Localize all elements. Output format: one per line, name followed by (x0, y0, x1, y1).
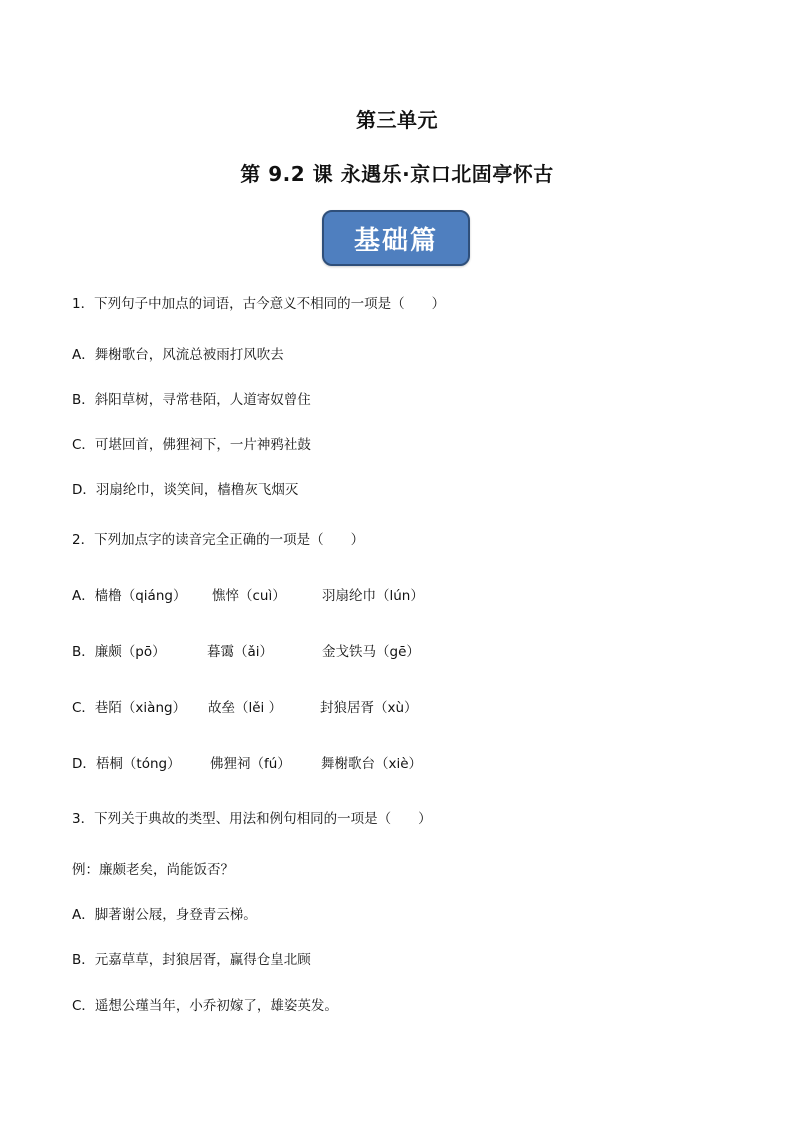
question-3-stem: 3．下列关于典故的类型、用法和例句相同的一项是（ ） (72, 811, 432, 827)
option-d-item-2: 佛狸祠（fú） (210, 756, 291, 772)
option-b-item-3: 金戈铁马（gē） (322, 644, 420, 660)
question-1-stem: 1．下列句子中加点的词语，古今意义不相同的一项是（ ） (72, 296, 446, 312)
option-a-item-3: 羽扇纶巾（lún） (322, 588, 424, 604)
question-3-example: 例：廉颇老矣，尚能饭否？ (72, 862, 234, 878)
option-a-item-2: 憔悴（cuì） (212, 588, 286, 604)
question-2-stem: 2．下列加点字的读音完全正确的一项是（ ） (72, 532, 365, 548)
option-c-item-3: 封狼居胥（xù） (320, 700, 418, 716)
question-1-option-c[interactable]: C．可堪回首，佛狸祠下，一片神鸦社鼓 (72, 437, 311, 453)
question-3-option-b[interactable]: B．元嘉草草，封狼居胥，赢得仓皇北顾 (72, 952, 311, 968)
section-badge: 基础篇 (322, 210, 470, 266)
lesson-title: 第 9.2 课 永遇乐·京口北固亭怀古 (240, 162, 554, 186)
option-c-item-2: 故垒（lěi ） (208, 700, 283, 716)
option-d-item-3: 舞榭歌台（xiè） (321, 756, 423, 772)
question-3-option-c[interactable]: C．遥想公瑾当年，小乔初嫁了，雄姿英发。 (72, 998, 338, 1014)
question-1-option-b[interactable]: B．斜阳草树，寻常巷陌，人道寄奴曾住 (72, 392, 311, 408)
question-3-option-a[interactable]: A．脚著谢公屐，身登青云梯。 (72, 907, 257, 923)
question-1-option-a[interactable]: A．舞榭歌台，风流总被雨打风吹去 (72, 347, 284, 363)
unit-title: 第三单元 (356, 108, 438, 132)
option-c-item-1: C．巷陌（xiàng） (72, 700, 187, 716)
option-b-item-2: 暮霭（ǎi） (207, 644, 274, 660)
option-b-item-1: B．廉颇（pō） (72, 644, 166, 660)
option-d-item-1: D．梧桐（tóng） (72, 756, 181, 772)
question-1-option-d[interactable]: D．羽扇纶巾，谈笑间，樯橹灰飞烟灭 (72, 482, 299, 498)
option-a-item-1: A．樯橹（qiáng） (72, 588, 187, 604)
